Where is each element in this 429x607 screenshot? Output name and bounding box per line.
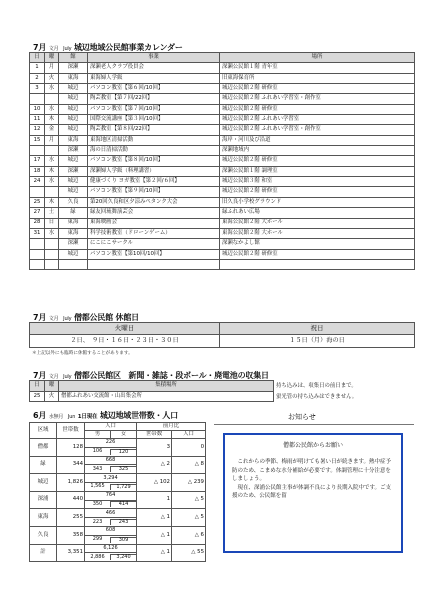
pop-male: 2,886 — [90, 553, 105, 560]
col-place: 場所 — [220, 53, 415, 63]
population-heading: 城辺地域世帯数・人口 — [99, 411, 178, 420]
calendar-row — [30, 63, 415, 73]
calendar-weekday: 火 — [45, 73, 59, 83]
pop-female: 243 — [110, 519, 136, 525]
calendar-weekday — [45, 249, 59, 259]
garbage-day: 25 — [30, 391, 45, 402]
population-date-note: 1日現在 — [77, 414, 98, 420]
calendar-weekday: 水 — [45, 84, 59, 94]
population-month-sub: 水無月 Jun — [48, 414, 76, 420]
holiday-heading: 僧都公民館 休館日 — [73, 313, 139, 322]
calendar-row — [30, 228, 415, 238]
pop-gender-split — [85, 482, 136, 491]
pop-gender-split — [85, 464, 136, 473]
pop-prev-households: △ 102 — [137, 474, 172, 492]
pop-prev-households: △ 1 — [137, 526, 172, 544]
garbage-side-notes — [276, 381, 357, 402]
garbage-col-place: 集積場所 — [59, 381, 274, 392]
population-row — [30, 491, 206, 509]
calendar-row — [30, 73, 415, 83]
notice-paragraph-2: 現在、深浦公民館主事が体調不良により長期入院中です。ご支援のため、公民館を留 — [232, 484, 392, 500]
pop-male: 343 — [92, 465, 103, 472]
calendar-row — [30, 218, 415, 228]
calendar-place: 緑ふれあい広場 — [220, 208, 415, 218]
calendar-event: パソコン教室【第８回/10回】 — [88, 156, 220, 166]
pop-prev-population: 0 — [172, 439, 206, 457]
col-weekday: 曜 — [45, 53, 59, 63]
calendar-month: 7月 — [33, 43, 47, 52]
calendar-event: にこにこサークル — [88, 239, 220, 249]
pop-female: 414 — [110, 501, 136, 507]
pop-col-gender — [85, 431, 137, 439]
calendar-hall: 城辺 — [59, 177, 88, 187]
calendar-weekday: 水 — [45, 156, 59, 166]
calendar-day: 28 — [30, 218, 45, 228]
calendar-hall: 城辺 — [59, 115, 88, 125]
calendar-day: 12 — [30, 125, 45, 135]
calendar-header-row — [30, 53, 415, 63]
calendar-place — [220, 259, 415, 269]
calendar-event: 海の日清掃活動 — [88, 146, 220, 156]
calendar-place: 城辺公民館２階 研修室 — [220, 187, 415, 197]
garbage-col-weekday: 曜 — [45, 381, 59, 392]
pop-prev-population: △ 5 — [172, 509, 206, 527]
pop-households: 358 — [57, 526, 85, 544]
col-day: 日 — [30, 53, 45, 63]
calendar-place: 深瀬なかよし館 — [220, 239, 415, 249]
pop-gender-split — [85, 447, 136, 456]
pop-male: 1,565 — [90, 483, 105, 490]
calendar-weekday — [45, 259, 59, 269]
notice-title: 僧都公民館からお願い — [282, 442, 343, 449]
calendar-weekday: 木 — [45, 197, 59, 207]
pop-female: 3,240 — [110, 554, 136, 560]
calendar-day — [30, 239, 45, 249]
calendar-place: 城辺公民館２階 研修室 — [220, 156, 415, 166]
calendar-event: 緑友回琉舞演芸会 — [88, 208, 220, 218]
pop-area: 城辺 — [30, 474, 57, 492]
pop-total: 668 — [105, 456, 116, 463]
calendar-row — [30, 187, 415, 197]
col-event: 事業 — [88, 53, 220, 63]
calendar-day: 1 — [30, 63, 45, 73]
calendar-day: 3 — [30, 84, 45, 94]
calendar-place: 城辺公民館２階 ふれあい学習室 — [220, 115, 415, 125]
calendar-event: 第20回久良和区夕涼みペタンク大会 — [88, 197, 220, 207]
population-row — [30, 509, 206, 527]
garbage-note-fluorescent: 蛍光管の持ち込みはできません。 — [276, 393, 358, 400]
calendar-row — [30, 156, 415, 166]
pop-female: 1,729 — [110, 484, 136, 490]
calendar-day — [30, 146, 45, 156]
pop-prev-households: 3 — [137, 439, 172, 457]
calendar-row — [30, 177, 415, 187]
calendar-event: パソコン教室【第７回/10回】 — [88, 104, 220, 114]
calendar-event: 科学技術教室（ドローンゲーム） — [88, 228, 220, 238]
calendar-weekday: 金 — [45, 125, 59, 135]
calendar-event: 深瀬婦人学級（料理講習） — [88, 166, 220, 176]
calendar-hall: 城辺 — [59, 84, 88, 94]
calendar-hall: 城辺 — [59, 249, 88, 259]
calendar-place: 城辺公民館２階 研修室 — [220, 84, 415, 94]
calendar-event: 深瀬老人クラブ役員会 — [88, 63, 220, 73]
calendar-weekday: 水 — [45, 104, 59, 114]
calendar-place: 城辺公民館２階 研修室 — [220, 249, 415, 259]
calendar-weekday — [45, 187, 59, 197]
calendar-hall: 久良 — [59, 197, 88, 207]
pop-female: 325 — [110, 466, 136, 472]
calendar-place: 深瀬地域内 — [220, 146, 415, 156]
population-row — [30, 456, 206, 474]
calendar-row — [30, 239, 415, 249]
calendar-hall: 深瀬 — [59, 146, 88, 156]
pop-female: 120 — [110, 449, 136, 455]
calendar-hall: 城辺 — [59, 156, 88, 166]
pop-area: 東海 — [30, 509, 57, 527]
pop-total: 3,294 — [103, 474, 118, 481]
calendar-hall: 緑 — [59, 208, 88, 218]
holiday-tuesday-dates: ２日、 ９日・１６日・２３日・３０日 — [30, 335, 220, 348]
calendar-row — [30, 249, 415, 259]
calendar-day: 24 — [30, 177, 45, 187]
pop-households: 440 — [57, 491, 85, 509]
calendar-day: 25 — [30, 197, 45, 207]
calendar-hall: 深瀬 — [59, 166, 88, 176]
calendar-place: 城辺公民館２階 ふれあい学習室・創作室 — [220, 125, 415, 135]
calendar-weekday — [45, 239, 59, 249]
pop-area: 僧都 — [30, 439, 57, 457]
calendar-row — [30, 197, 415, 207]
calendar-hall: 東海 — [59, 218, 88, 228]
calendar-place: 旧東海保育所 — [220, 73, 415, 83]
calendar-hall: 城辺 — [59, 104, 88, 114]
pop-prev-population: △ 55 — [172, 544, 206, 562]
calendar-day: 2 — [30, 73, 45, 83]
pop-male: 299 — [92, 536, 103, 543]
calendar-day: 17 — [30, 156, 45, 166]
pop-population-cell — [85, 544, 137, 562]
pop-prev-households: △ 1 — [137, 544, 172, 562]
population-row — [30, 544, 206, 562]
calendar-day: 10 — [30, 104, 45, 114]
population-row — [30, 474, 206, 492]
pop-male: 106 — [92, 448, 103, 455]
holiday-national-dates: １５日（月）海の日 — [220, 335, 415, 348]
calendar-heading: 城辺地域公民館事業カレンダー — [73, 43, 183, 52]
calendar-event: パソコン教室【第10回/10回】 — [88, 249, 220, 259]
calendar-weekday — [45, 146, 59, 156]
calendar-place: 城辺公民館３階 和室 — [220, 177, 415, 187]
pop-prev-population: △ 6 — [172, 526, 206, 544]
calendar-day: 11 — [30, 115, 45, 125]
calendar-row — [30, 115, 415, 125]
calendar-hall: 東海 — [59, 73, 88, 83]
calendar-hall — [59, 259, 88, 269]
pop-prev-population: △ 239 — [172, 474, 206, 492]
calendar-row — [30, 104, 415, 114]
calendar-weekday: 月 — [45, 135, 59, 145]
holiday-table — [29, 322, 415, 348]
calendar-weekday — [45, 94, 59, 104]
calendar-day: 31 — [30, 228, 45, 238]
calendar-event: 陶芸教室【第７回/22回】 — [88, 94, 220, 104]
notice-paragraph-1: これからの季節、梅雨が明けても暑い日が続きます。熱中症予防のため、こまめな水分補給が必要です。体調管理に十分注意をしましょう。 — [232, 459, 392, 483]
calendar-hall: 城辺 — [59, 94, 88, 104]
calendar-event: 東海映画会 — [88, 218, 220, 228]
garbage-weekday: 火 — [45, 391, 59, 402]
notice-box — [223, 433, 403, 553]
pop-total: 6,126 — [103, 544, 118, 551]
calendar-hall: 城辺 — [59, 125, 88, 135]
garbage-place: 僧都ふれあい交流館・山出集会所 — [59, 391, 274, 402]
calendar-place: 海岸・河川及び沿道 — [220, 135, 415, 145]
pop-gender-split — [85, 535, 136, 544]
population-month: 6月 — [33, 411, 47, 420]
pop-households: 1,826 — [57, 474, 85, 492]
calendar-day — [30, 249, 45, 259]
calendar-weekday: 木 — [45, 115, 59, 125]
calendar-day: 27 — [30, 208, 45, 218]
garbage-month: 7月 — [33, 371, 47, 380]
pop-prev-households: 1 — [137, 491, 172, 509]
pop-area: 深浦 — [30, 491, 57, 509]
calendar-weekday: 水 — [45, 228, 59, 238]
pop-total: 466 — [105, 509, 116, 516]
pop-col-female: 女 — [110, 431, 136, 438]
calendar-month-sub: 文月 July — [48, 46, 72, 52]
notice-heading: お知らせ — [288, 413, 316, 421]
calendar-day: 15 — [30, 135, 45, 145]
pop-population-cell — [85, 526, 137, 544]
population-title — [33, 410, 178, 421]
calendar-hall: 城辺 — [59, 187, 88, 197]
pop-gender-split — [85, 500, 136, 509]
calendar-day — [30, 259, 45, 269]
calendar-event: 東海婦人学級 — [88, 73, 220, 83]
pop-total: 764 — [105, 492, 116, 499]
calendar-place: 深瀬公民館１階 調理室 — [220, 166, 415, 176]
population-row — [30, 526, 206, 544]
holiday-note: ＊上記以外にも臨時に休館することがあります。 — [32, 351, 133, 356]
calendar-event: 健康づくり ヨガ教室【第２回/６回】 — [88, 177, 220, 187]
holiday-col-tuesday: 火曜日 — [30, 323, 220, 335]
calendar-hall: 深瀬 — [59, 63, 88, 73]
calendar-day — [30, 94, 45, 104]
calendar-row — [30, 135, 415, 145]
notice-divider — [214, 424, 414, 425]
pop-households: 255 — [57, 509, 85, 527]
calendar-table — [29, 52, 415, 270]
calendar-day — [30, 187, 45, 197]
pop-population-cell — [85, 474, 137, 492]
calendar-row — [30, 208, 415, 218]
calendar-row — [30, 146, 415, 156]
calendar-weekday: 土 — [45, 208, 59, 218]
calendar-place: 東海公民館２階 大ホール — [220, 228, 415, 238]
pop-col-households: 世帯数 — [57, 423, 85, 439]
holiday-month: 7月 — [33, 313, 47, 322]
pop-area: 久良 — [30, 526, 57, 544]
calendar-hall: 東海 — [59, 135, 88, 145]
pop-gender-split — [85, 517, 136, 526]
pop-female: 309 — [110, 537, 136, 543]
garbage-note-deadline: 持ち込みは、収集日の前日まで。 — [276, 383, 357, 389]
calendar-event: 国際交流講座【第３回/10回】 — [88, 115, 220, 125]
calendar-event: パソコン教室【第６回/10回】 — [88, 84, 220, 94]
pop-households: 3,351 — [57, 544, 85, 562]
calendar-row — [30, 259, 415, 269]
pop-total: 226 — [105, 439, 116, 446]
garbage-col-day: 日 — [30, 381, 45, 392]
pop-population-cell — [85, 439, 137, 457]
pop-gender-split — [85, 552, 136, 561]
calendar-event: 陶芸教室【第８回/22回】 — [88, 125, 220, 135]
calendar-weekday: 日 — [45, 218, 59, 228]
pop-col-population: 人口 — [85, 423, 137, 431]
pop-prev-population: △ 8 — [172, 456, 206, 474]
pop-households: 344 — [57, 456, 85, 474]
calendar-hall: 深瀬 — [59, 239, 88, 249]
calendar-row — [30, 94, 415, 104]
calendar-place: 城辺公民館２階 研修室 — [220, 104, 415, 114]
pop-col-area: 区域 — [30, 423, 57, 439]
garbage-table — [29, 380, 274, 402]
calendar-place: 深瀬公民館１階 青年室 — [220, 63, 415, 73]
pop-prev-households: △ 1 — [137, 509, 172, 527]
calendar-weekday: 水 — [45, 177, 59, 187]
pop-male: 350 — [92, 500, 103, 507]
holiday-col-national: 祝日 — [220, 323, 415, 335]
pop-col-prev-households: 世帯数 — [137, 431, 172, 439]
calendar-row — [30, 166, 415, 176]
calendar-row — [30, 125, 415, 135]
calendar-hall: 東海 — [59, 228, 88, 238]
calendar-row — [30, 84, 415, 94]
garbage-heading: 僧都公民館区 新聞・雑誌・段ボール・廃電池の収集日 — [73, 371, 269, 380]
pop-population-cell — [85, 491, 137, 509]
pop-area: 緑 — [30, 456, 57, 474]
calendar-place: 旧久良小学校グラウンド — [220, 197, 415, 207]
pop-col-prev: 前月比 — [137, 423, 206, 431]
population-row — [30, 439, 206, 457]
calendar-event: パソコン教室【第９回/10回】 — [88, 187, 220, 197]
holiday-month-sub: 文月 July — [48, 316, 72, 322]
calendar-weekday: 木 — [45, 166, 59, 176]
pop-population-cell — [85, 509, 137, 527]
pop-prev-households: △ 2 — [137, 456, 172, 474]
population-table — [29, 422, 206, 562]
pop-prev-population: △ 5 — [172, 491, 206, 509]
calendar-weekday: 月 — [45, 63, 59, 73]
calendar-day: 18 — [30, 166, 45, 176]
garbage-month-sub: 文月 July — [48, 374, 72, 380]
pop-population-cell — [85, 456, 137, 474]
pop-col-male: 男 — [94, 431, 100, 437]
col-hall: 館 — [59, 53, 88, 63]
calendar-place: 東海公民館２階 大ホール — [220, 218, 415, 228]
pop-area: 計 — [30, 544, 57, 562]
pop-col-prev-population: 人口 — [172, 431, 206, 439]
calendar-event: 東海地区清掃活動 — [88, 135, 220, 145]
pop-male: 223 — [92, 518, 103, 525]
pop-total: 608 — [105, 527, 116, 534]
calendar-place: 城辺公民館２階 ふれあい学習室・創作室 — [220, 94, 415, 104]
pop-households: 128 — [57, 439, 85, 457]
calendar-event — [88, 259, 220, 269]
